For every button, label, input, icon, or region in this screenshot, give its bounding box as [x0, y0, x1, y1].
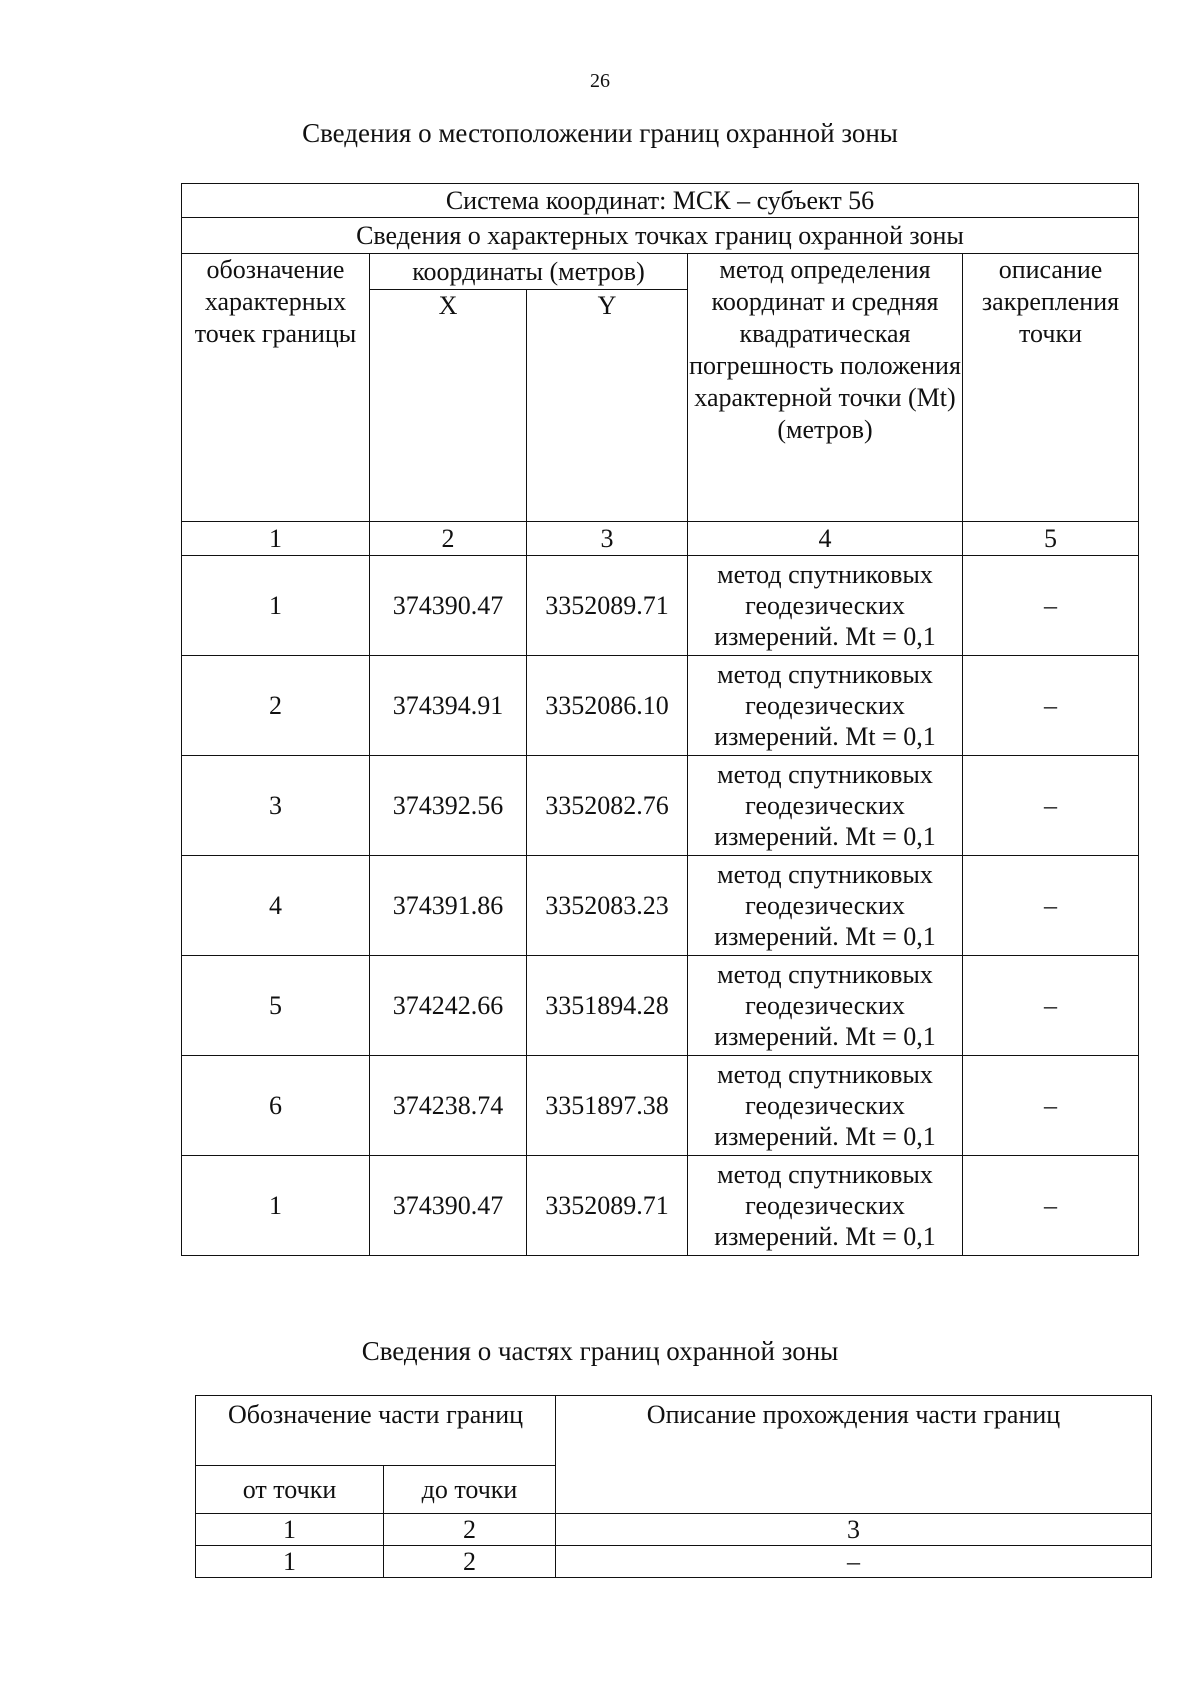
- table-row: [182, 1056, 1139, 1156]
- column-number: 4: [688, 522, 963, 556]
- column-numbers-row: [182, 522, 1139, 556]
- header-part-description: Описание прохождения части границ: [556, 1396, 1152, 1514]
- column-number: 2: [370, 522, 527, 556]
- fixing-description: –: [963, 656, 1139, 756]
- method-description: метод спутниковых геодезических измерений. Mt = 0,1: [688, 956, 963, 1056]
- column-number: 3: [527, 522, 688, 556]
- header-from-point: от точки: [196, 1466, 384, 1514]
- part-description: –: [556, 1546, 1152, 1578]
- coordinate-x: 374391.86: [370, 856, 527, 956]
- coordinate-x: 374242.66: [370, 956, 527, 1056]
- page-number: 26: [590, 70, 610, 92]
- coordinate-system-header: Система координат: МСК – субъект 56: [182, 184, 1139, 218]
- point-number: 4: [182, 856, 370, 956]
- header-y: Y: [527, 290, 688, 522]
- fixing-description: –: [963, 856, 1139, 956]
- method-description: метод спутниковых геодезических измерений. Mt = 0,1: [688, 556, 963, 656]
- column-number: 3: [556, 1514, 1152, 1546]
- table-row: [182, 956, 1139, 1056]
- coordinate-y: 3352086.10: [527, 656, 688, 756]
- fixing-description: –: [963, 556, 1139, 656]
- method-description: метод спутниковых геодезических измерений. Mt = 0,1: [688, 856, 963, 956]
- method-description: метод спутниковых геодезических измерений. Mt = 0,1: [688, 656, 963, 756]
- point-number: 2: [182, 656, 370, 756]
- method-description: метод спутниковых геодезических измерений. Mt = 0,1: [688, 1056, 963, 1156]
- table-row: [182, 756, 1139, 856]
- point-number: 1: [182, 556, 370, 656]
- coordinate-x: 374390.47: [370, 556, 527, 656]
- header-coordinates: координаты (метров): [370, 254, 688, 290]
- fixing-description: –: [963, 756, 1139, 856]
- header-fixing: описание закрепления точки: [963, 254, 1139, 522]
- fixing-description: –: [963, 956, 1139, 1056]
- fixing-description: –: [963, 1156, 1139, 1256]
- coordinate-y: 3351897.38: [527, 1056, 688, 1156]
- header-part-designation: Обозначение части границ: [196, 1396, 556, 1466]
- fixing-description: –: [963, 1056, 1139, 1156]
- coordinate-y: 3351894.28: [527, 956, 688, 1056]
- location-section-title: Сведения о местоположении границ охранной зоны: [302, 118, 898, 148]
- table-row: [182, 556, 1139, 656]
- to-point: 2: [384, 1546, 556, 1578]
- header-method: метод определения координат и средняя квадратическая погрешность положения характерной точки (Mt) (метров): [688, 254, 963, 522]
- point-number: 6: [182, 1056, 370, 1156]
- coordinate-y: 3352089.71: [527, 1156, 688, 1256]
- column-number: 2: [384, 1514, 556, 1546]
- point-number: 1: [182, 1156, 370, 1256]
- boundary-points-table: [181, 183, 1139, 1256]
- table-row: [182, 1156, 1139, 1256]
- coordinate-x: 374392.56: [370, 756, 527, 856]
- point-number: 5: [182, 956, 370, 1056]
- coordinate-x: 374390.47: [370, 1156, 527, 1256]
- from-point: 1: [196, 1546, 384, 1578]
- coordinate-y: 3352089.71: [527, 556, 688, 656]
- coordinate-x: 374394.91: [370, 656, 527, 756]
- points-table-subtitle: Сведения о характерных точках границ охранной зоны: [182, 218, 1139, 254]
- method-description: метод спутниковых геодезических измерений. Mt = 0,1: [688, 1156, 963, 1256]
- column-numbers-row: [196, 1514, 1152, 1546]
- boundary-parts-table: [195, 1395, 1152, 1578]
- coordinate-x: 374238.74: [370, 1056, 527, 1156]
- parts-section-title: Сведения о частях границ охранной зоны: [361, 1336, 839, 1366]
- column-number: 5: [963, 522, 1139, 556]
- column-number: 1: [196, 1514, 384, 1546]
- coordinate-y: 3352082.76: [527, 756, 688, 856]
- header-point-designation: обозначение характерных точек границы: [182, 254, 370, 522]
- header-to-point: до точки: [384, 1466, 556, 1514]
- table-row: [196, 1546, 1152, 1578]
- method-description: метод спутниковых геодезических измерений. Mt = 0,1: [688, 756, 963, 856]
- column-number: 1: [182, 522, 370, 556]
- table-row: [182, 856, 1139, 956]
- table-row: [182, 656, 1139, 756]
- coordinate-y: 3352083.23: [527, 856, 688, 956]
- point-number: 3: [182, 756, 370, 856]
- header-x: X: [370, 290, 527, 522]
